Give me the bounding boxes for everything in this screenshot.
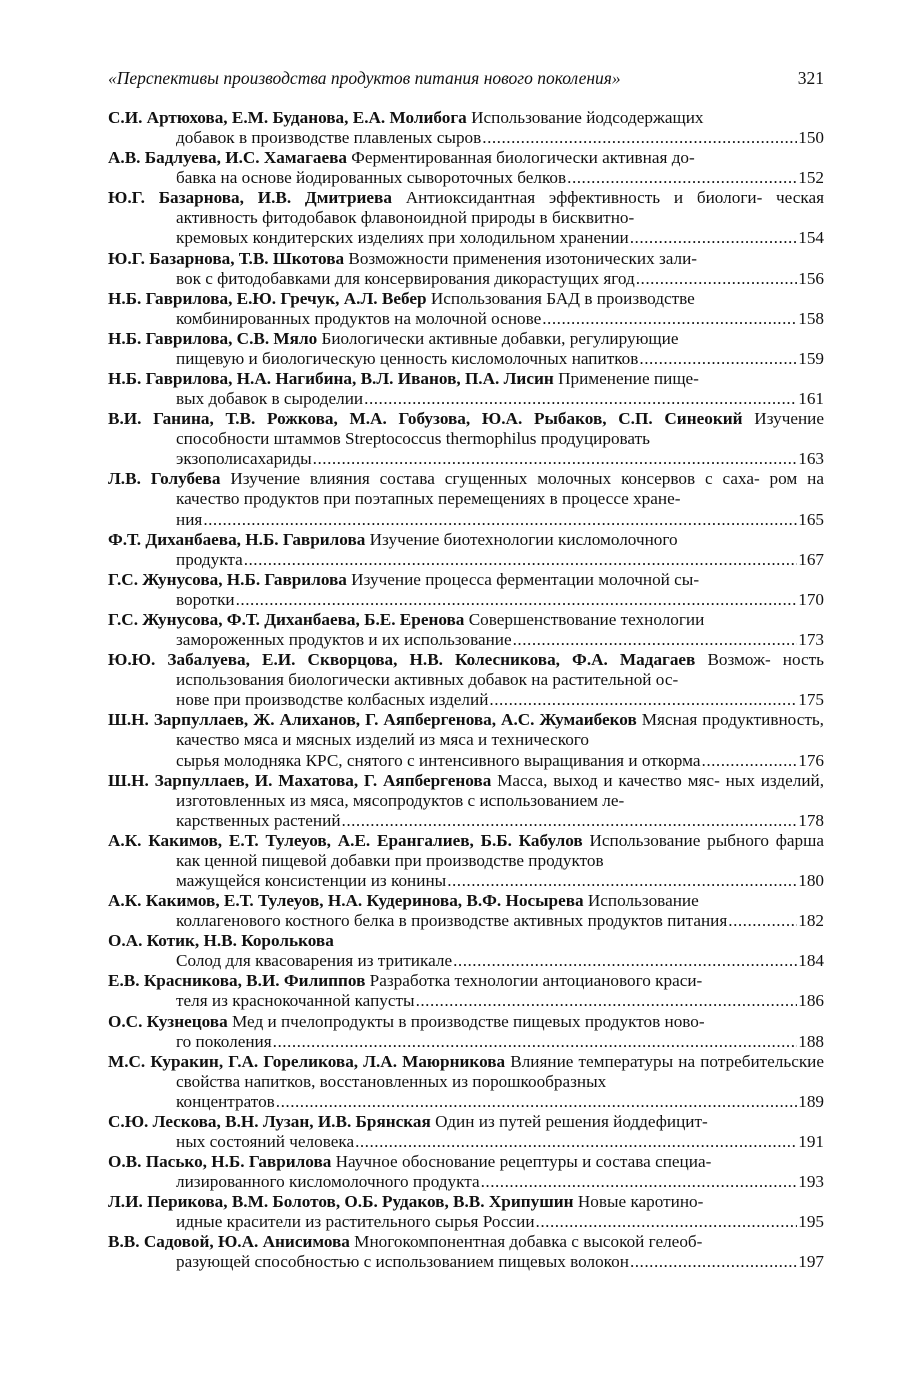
entry-authors: В.И. Ганина, Т.В. Рожкова, М.А. Гобузова, Ю.А. Рыбаков, С.П. Синеокий	[108, 409, 743, 429]
dot-leader	[447, 871, 797, 891]
entry-title: Использование	[587, 891, 699, 911]
entry-page-number: 156	[798, 268, 824, 288]
entry-title: Новые каротино-	[577, 1192, 704, 1212]
running-title: «Перспективы производства продуктов питания нового поколения»	[108, 68, 621, 88]
entry-title: Изучение влияния состава сгущенных молочных консервов с саха- ром на качество продуктов при поэтапных перемещениях в процессе хране-	[176, 469, 825, 509]
entry-authors: М.С. Куракин, Г.А. Гореликова, Л.А. Маюрникова	[108, 1051, 506, 1071]
toc-entry	[108, 188, 824, 248]
toc-entry	[108, 530, 824, 570]
entry-last-line	[176, 510, 824, 530]
toc-entry	[108, 369, 824, 409]
entry-page-number: 167	[798, 549, 824, 569]
entry-last-line	[176, 128, 824, 148]
dot-leader	[481, 1172, 798, 1192]
entry-title: Масса, выход и качество мяс- ных изделий, изготовленных из мяса, мясопродуктов с использованием ле-	[176, 770, 825, 810]
entry-authors: О.С. Кузнецова	[108, 1011, 228, 1031]
entry-title-end: пищевую и биологическую ценность кисломолочных напитков	[176, 348, 639, 368]
dot-leader	[482, 128, 797, 148]
entry-page-number: 188	[798, 1031, 824, 1051]
entry-title-end: разующей способностью с использованием пищевых волокон	[176, 1252, 629, 1272]
toc-entry	[108, 650, 824, 710]
toc-entry	[108, 108, 824, 148]
entry-page-number: 176	[798, 750, 824, 770]
entry-last-line	[176, 449, 824, 469]
entry-title-end: го поколения	[176, 1031, 272, 1051]
entry-title: Многокомпонентная добавка с высокой гелеоб-	[354, 1232, 703, 1252]
toc-entry	[108, 971, 824, 1011]
entry-title-end: экзополисахариды	[176, 449, 312, 469]
entry-page-number: 189	[798, 1091, 824, 1111]
entry-page-number: 150	[798, 128, 824, 148]
entry-title: Использование рыбного фарша как ценной пищевой добавки при производстве продуктов	[176, 830, 825, 870]
entry-title-end: ных состояний человека	[176, 1131, 355, 1151]
dot-leader	[364, 389, 797, 409]
running-header	[108, 66, 824, 90]
entry-authors: С.И. Артюхова, Е.М. Буданова, Е.А. Молибога	[108, 108, 467, 127]
dot-leader	[636, 269, 798, 289]
entry-title: Возможности применения изотонических зали-	[348, 248, 698, 268]
entry-authors: А.К. Какимов, Е.Т. Тулеуов, А.Е. Ерангалиев, Б.Б. Кабулов	[108, 830, 583, 850]
entry-last-line	[176, 951, 824, 971]
dot-leader	[203, 510, 797, 530]
entry-title: Мед и пчелопродукты в производстве пищевых продуктов ново-	[231, 1011, 705, 1031]
dot-leader	[355, 1132, 797, 1152]
entry-title-end: карственных растений	[176, 810, 341, 830]
toc-entry	[108, 831, 824, 891]
entry-last-line	[176, 269, 824, 289]
entry-title: Влияние температуры на потребительские свойства напитков, восстановленных из порошкообразных	[176, 1051, 824, 1091]
dot-leader	[276, 1092, 797, 1112]
entry-authors: С.Ю. Лескова, В.Н. Лузан, И.В. Брянская	[108, 1111, 431, 1131]
dot-leader	[273, 1032, 798, 1052]
entry-page-number: 186	[798, 991, 824, 1011]
entry-title-end: добавок в производстве плавленых сыров	[176, 128, 482, 148]
entry-page-number: 152	[798, 168, 824, 188]
entry-last-line	[176, 1252, 824, 1272]
dot-leader	[244, 550, 798, 570]
entry-title-end: сырья молодняка КРС, снятого с интенсивного выращивания и откорма	[176, 750, 701, 770]
dot-leader	[630, 228, 797, 248]
entry-title: Один из путей решения йоддефицит-	[435, 1111, 708, 1131]
entry-last-line	[176, 168, 824, 188]
entry-authors: Ю.Ю. Забалуева, Е.И. Скворцова, Н.В. Колесникова, Ф.А. Мадагаев	[108, 650, 696, 670]
dot-leader	[728, 911, 797, 931]
entry-page-number: 158	[798, 308, 824, 328]
entry-authors: Е.В. Красникова, В.И. Филиппов	[108, 971, 366, 991]
entry-title-end: продукта	[176, 549, 243, 569]
entry-title: Мясная продуктивность, качество мяса и мясных изделий из мяса и технического	[176, 710, 824, 750]
entry-title: Изучение способности штаммов Streptococcus thermophilus продуцировать	[176, 409, 825, 449]
toc-entry	[108, 249, 824, 289]
entry-authors: А.К. Какимов, Е.Т. Тулеуов, Н.А. Кудеринова, В.Ф. Носырева	[108, 891, 584, 911]
entry-last-line	[176, 1092, 824, 1112]
entry-authors: О.А. Котик, Н.В. Королькова	[108, 931, 334, 951]
entry-title: Совершенствование технологии	[468, 609, 705, 629]
entry-last-line	[176, 228, 824, 248]
entry-last-line	[176, 309, 824, 329]
entry-title-end: вок с фитодобавками для консервирования дикорастущих ягод	[176, 268, 635, 288]
dot-leader	[513, 630, 798, 650]
entry-page-number: 161	[798, 389, 824, 409]
entry-last-line	[176, 991, 824, 1011]
dot-leader	[536, 1212, 798, 1232]
entry-authors: Г.С. Жунусова, Ф.Т. Диханбаева, Б.Е. Еренова	[108, 609, 465, 629]
entry-page-number: 180	[798, 870, 824, 890]
entry-last-line	[176, 751, 824, 771]
dot-leader	[236, 590, 798, 610]
entry-authors: Л.В. Голубева	[108, 469, 221, 489]
entry-title-end: комбинированных продуктов на молочной основе	[176, 308, 542, 328]
entry-title: Ферментированная биологически активная до-	[351, 148, 695, 168]
entry-title: Использования БАД в производстве	[430, 288, 695, 308]
entry-authors: А.В. Бадлуева, И.С. Хамагаева	[108, 148, 347, 168]
entry-title-end: идные красители из растительного сырья России	[176, 1212, 535, 1232]
toc-entry	[108, 1192, 824, 1232]
entry-title-end: мажущейся консистенции из конины	[176, 870, 447, 890]
entry-page-number: 173	[798, 630, 824, 650]
entry-page-number: 170	[798, 589, 824, 609]
entry-last-line	[176, 1212, 824, 1232]
entry-page-number: 195	[798, 1212, 824, 1232]
dot-leader	[453, 951, 797, 971]
entry-title-end: воротки	[176, 589, 235, 609]
entry-page-number: 175	[798, 690, 824, 710]
toc-entry	[108, 148, 824, 188]
dot-leader	[416, 991, 798, 1011]
dot-leader	[639, 349, 797, 369]
page-number: 321	[797, 68, 824, 88]
entry-authors: Ф.Т. Диханбаева, Н.Б. Гаврилова	[108, 529, 366, 549]
entry-page-number: 178	[798, 810, 824, 830]
entry-authors: Н.Б. Гаврилова, Н.А. Нагибина, В.Л. Иванов, П.А. Лисин	[108, 369, 554, 389]
entry-title-end: коллагенового костного белка в производстве активных продуктов питания	[176, 911, 728, 931]
entry-authors: Н.Б. Гаврилова, С.В. Мяло	[108, 328, 318, 348]
entry-last-line	[176, 1132, 824, 1152]
entry-last-line	[176, 630, 824, 650]
toc-entry	[108, 1232, 824, 1272]
entry-title: Биологически активные добавки, регулирующие	[321, 328, 679, 348]
entry-page-number: 165	[798, 509, 824, 529]
entry-title: Изучение процесса ферментации молочной сы-	[351, 569, 700, 589]
entry-page-number: 154	[798, 228, 824, 248]
toc-entry	[108, 931, 824, 971]
entry-last-line	[176, 1032, 824, 1052]
entry-title-end: ния	[176, 509, 203, 529]
entry-authors: Ю.Г. Базарнова, Т.В. Шкотова	[108, 248, 345, 268]
entry-title-end: замороженных продуктов и их использование	[176, 630, 512, 650]
entry-authors: О.В. Пасько, Н.Б. Гаврилова	[108, 1152, 332, 1172]
entry-authors: Ш.Н. Зарпуллаев, Ж. Алиханов, Г. Аяпбергенова, А.С. Жумаибеков	[108, 710, 637, 730]
entry-page-number: 163	[798, 449, 824, 469]
entry-title: Применение пище-	[558, 369, 699, 389]
entry-page-number: 184	[798, 951, 824, 971]
dot-leader	[567, 168, 797, 188]
toc-entry	[108, 469, 824, 529]
entry-last-line	[176, 389, 824, 409]
entry-page-number: 193	[798, 1172, 824, 1192]
entry-title: Использование йодсодержащих	[471, 108, 704, 127]
entry-authors: Ю.Г. Базарнова, И.В. Дмитриева	[108, 188, 392, 208]
entry-title-end: лизированного кисломолочного продукта	[176, 1172, 480, 1192]
entry-page-number: 197	[798, 1252, 824, 1272]
toc-entry	[108, 1012, 824, 1052]
toc-entry	[108, 891, 824, 931]
entry-last-line	[176, 590, 824, 610]
dot-leader	[313, 449, 798, 469]
entry-title-end: кремовых кондитерских изделиях при холодильном хранении	[176, 228, 629, 248]
entry-authors: Г.С. Жунусова, Н.Б. Гаврилова	[108, 569, 347, 589]
entry-title-end: Солод для квасоварения из тритикале	[176, 951, 453, 971]
entry-page-number: 159	[798, 348, 824, 368]
entry-title: Изучение биотехнологии кисломолочного	[369, 529, 678, 549]
entry-authors: Л.И. Перикова, В.М. Болотов, О.Б. Рудаков, В.В. Хрипушин	[108, 1192, 574, 1212]
dot-leader	[342, 811, 798, 831]
entry-last-line	[176, 911, 824, 931]
entry-title: Разработка технологии антоцианового краси-	[369, 971, 703, 991]
dot-leader	[489, 690, 797, 710]
entry-title-end: вых добавок в сыроделии	[176, 389, 364, 409]
toc-entry	[108, 1152, 824, 1192]
entry-page-number: 182	[798, 911, 824, 931]
entry-last-line	[176, 1172, 824, 1192]
toc-entry	[108, 570, 824, 610]
entry-last-line	[176, 550, 824, 570]
toc-entry	[108, 771, 824, 831]
entry-title: Антиоксидантная эффективность и биологи- ческая активность фитодобавок флавоноидной природы в бисквитно-	[176, 188, 824, 228]
entry-title-end: теля из краснокочанной капусты	[176, 991, 415, 1011]
entry-authors: Н.Б. Гаврилова, Е.Ю. Гречук, А.Л. Вебер	[108, 288, 427, 308]
toc-entry	[108, 610, 824, 650]
toc-entry	[108, 329, 824, 369]
toc-entry	[108, 1052, 824, 1112]
entry-last-line	[176, 690, 824, 710]
toc-entry	[108, 289, 824, 329]
toc-entry	[108, 710, 824, 770]
entry-last-line	[176, 349, 824, 369]
toc-entry	[108, 409, 824, 469]
entry-page-number: 191	[798, 1131, 824, 1151]
entry-title-end: концентратов	[176, 1091, 275, 1111]
toc-entry	[108, 1112, 824, 1152]
entry-authors: Ш.Н. Зарпуллаев, И. Махатова, Г. Аяпбергенова	[108, 770, 492, 790]
table-of-contents	[108, 108, 824, 1273]
dot-leader	[542, 309, 797, 329]
dot-leader	[702, 751, 798, 771]
entry-title-end: бавка на основе йодированных сывороточных белков	[176, 168, 567, 188]
entry-last-line	[176, 811, 824, 831]
entry-title: Возмож- ность использования биологически активных добавок на растительной ос-	[176, 650, 824, 690]
entry-authors: В.В. Садовой, Ю.А. Анисимова	[108, 1232, 350, 1252]
entry-title-end: нове при производстве колбасных изделий	[176, 690, 489, 710]
entry-title: Научное обоснование рецептуры и состава специа-	[335, 1152, 712, 1172]
entry-last-line	[176, 871, 824, 891]
dot-leader	[630, 1252, 797, 1272]
